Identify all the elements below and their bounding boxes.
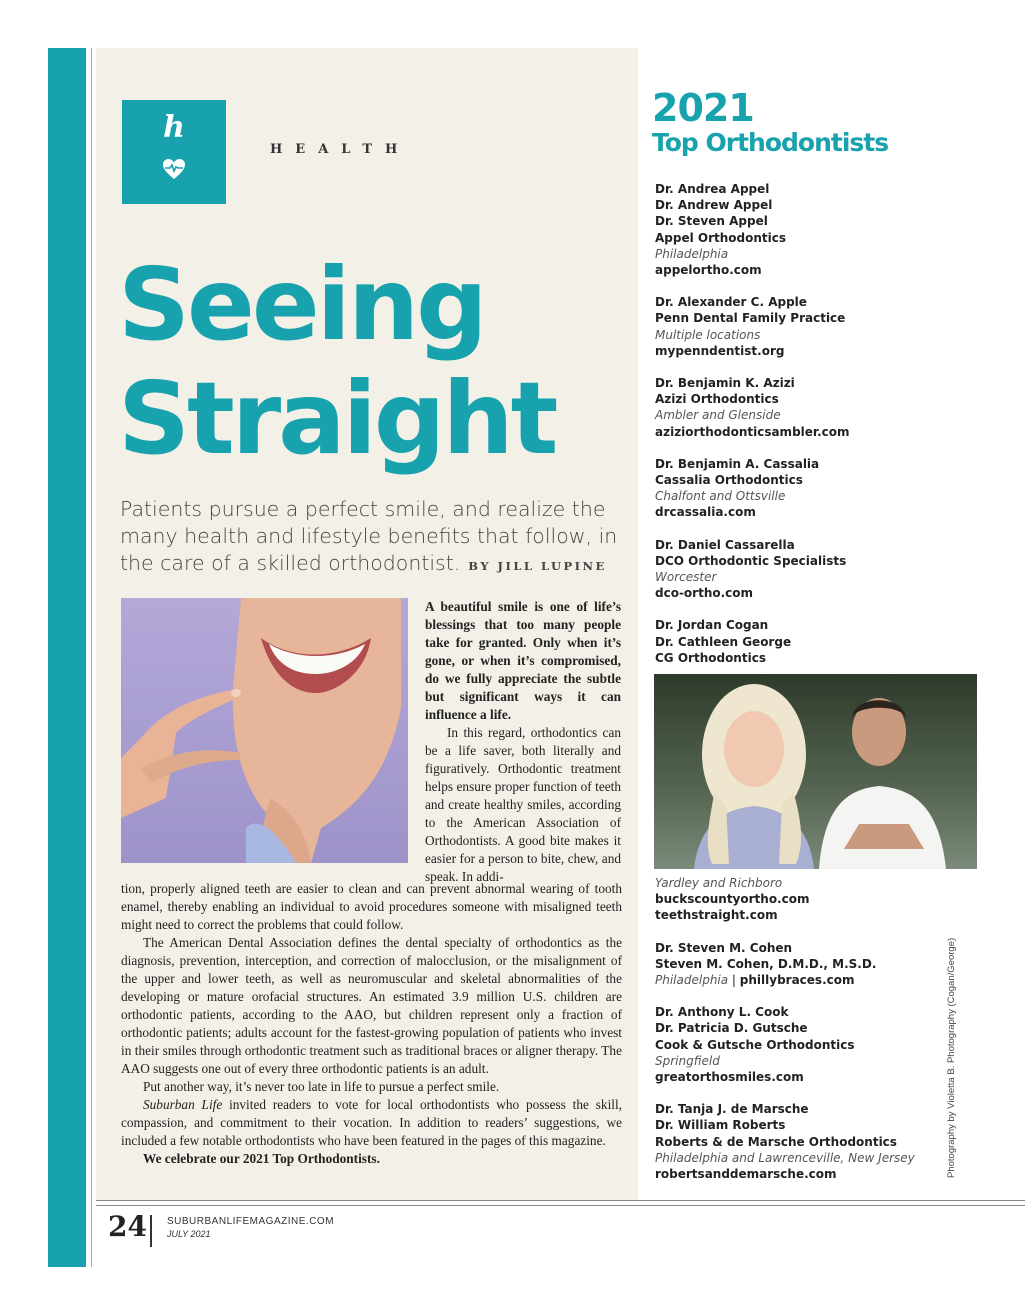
body-paragraph-4 xyxy=(121,1096,622,1150)
list-item xyxy=(655,940,975,989)
footer-website[interactable]: SUBURBANLIFEMAGAZINE.COM xyxy=(167,1216,335,1227)
doctor-name: Dr. Daniel Cassarella xyxy=(655,537,795,552)
lede-paragraph: A beautiful smile is one of life’s blessings that too many people take for granted. Only when it’s gone, or when it’s compromised, do we fully appreciate the subtle but significant ways it can influence a life. xyxy=(425,599,621,722)
doctor-name: Dr. Steven M. Cohen xyxy=(655,940,793,955)
practice-website[interactable]: phillybraces.com xyxy=(739,973,855,988)
dek-text: Patients pursue a perfect smile, and realize the many health and lifestyle benefits that follow, in the care of a skilled orthodontist. xyxy=(120,497,618,575)
doctor-name: Dr. Andrea Appel xyxy=(655,182,770,196)
title-line-2: Straight xyxy=(118,360,556,477)
list-item xyxy=(655,375,975,440)
list-item xyxy=(655,617,975,666)
byline: BY JILL LUPINE xyxy=(468,559,607,573)
orthodontist-list-top xyxy=(655,181,975,682)
smiling-woman-photo xyxy=(121,598,408,863)
body-paragraph-2: The American Dental Association defines the dental specialty of orthodontics as the diagnosis, prevention, interception, and correction of malocclusion, or the misalignment of the upper and lower teeth, as well as neuromuscular and skeletal abnormalities of the developing or mature orofacial structures. An estimated 3.9 million U.S. children are orthodontic patients, according to the AAO, but children represent only a fraction of orthodontic patients; adults account for the fastest-growing population of patients who invest in their smiles through orthodontic treatment such as traditional braces or aligner therapy. The AAO suggests one out of every three orthodontic patients is an adult. xyxy=(121,935,622,1076)
page-number: 24 xyxy=(108,1210,147,1243)
list-year: 2021 xyxy=(652,86,754,130)
orthodontist-list-bottom xyxy=(655,875,975,1198)
body-paragraph-3: Put another way, it’s never too late in life to pursue a perfect smile. xyxy=(143,1079,500,1094)
doctor-name: Dr. Anthony L. Cook xyxy=(655,1005,789,1020)
body-paragraph-1: In this regard, orthodontics can be a life saver, both literally and figuratively. Orthodontic treatment helps ensure proper function of teeth and create healthy smiles, according to the American Association of Orthodontists. A good bite makes it easier for a person to bite, chew, and speak. In addi- xyxy=(425,725,621,884)
list-item xyxy=(655,1004,975,1085)
practice-location: Springfield xyxy=(655,1053,720,1068)
heart-pulse-icon xyxy=(162,158,186,180)
list-heading xyxy=(652,88,888,158)
logo-letter: h xyxy=(163,110,185,145)
left-accent-bar xyxy=(48,48,86,1267)
practice-name: Steven M. Cohen, D.M.D., M.S.D. xyxy=(655,956,877,971)
practice-name: Roberts & de Marsche Orthodontics xyxy=(655,1134,897,1149)
photo-credit: Photography by Violetta B. Photography (Cogan/George) xyxy=(946,937,957,1178)
section-label: HEALTH xyxy=(270,142,411,157)
list-item xyxy=(655,537,975,602)
separator: | xyxy=(728,973,740,988)
practice-location: Philadelphia and Lawrenceville, New Jersey xyxy=(655,1150,915,1165)
lede-column xyxy=(425,598,621,886)
body-paragraph-1-cont: tion, properly aligned teeth are easier to clean and can prevent abnormal wearing of tooth enamel, thereby enabling an individual to avoid procedures someone with misaligned teeth might need to correct the problems that could follow. xyxy=(121,881,622,932)
practice-name: Penn Dental Family Practice xyxy=(655,311,846,326)
title-line-1: Seeing xyxy=(118,246,485,363)
doctor-name: Dr. Jordan Cogan xyxy=(655,618,769,633)
list-item xyxy=(655,294,975,359)
doctor-name: Dr. Alexander C. Apple xyxy=(655,295,807,310)
body-paragraph-4-text: invited readers to vote for local orthodontists who possess the skill, compassion, and commitment to their vocation. In addition to readers’ suggestions, we included a few notable orthodontists who have been featured in the pages of this magazine. xyxy=(121,1097,622,1148)
list-title: Top Orthodontists xyxy=(652,128,889,157)
doctor-name: Dr. Benjamin A. Cassalia xyxy=(655,456,820,471)
practice-website[interactable]: aziziorthodonticsambler.com xyxy=(655,424,850,439)
list-item xyxy=(655,1101,975,1182)
practice-location: Yardley and Richboro xyxy=(655,876,783,890)
folio-divider xyxy=(150,1215,152,1247)
list-item xyxy=(655,456,975,521)
doctor-name: Dr. Steven Appel xyxy=(655,214,768,229)
practice-website[interactable]: greatorthosmiles.com xyxy=(655,1070,804,1085)
doctor-name: Dr. Andrew Appel xyxy=(655,198,773,213)
body-text xyxy=(121,880,622,1168)
issue-date: JULY 2021 xyxy=(167,1229,211,1239)
practice-location: Ambler and Glenside xyxy=(655,408,781,423)
practice-location: Chalfont and Ottsville xyxy=(655,489,786,504)
list-item xyxy=(655,875,975,924)
practice-name: Appel Orthodontics xyxy=(655,230,787,245)
practice-location: Multiple locations xyxy=(655,327,761,342)
closing-line: We celebrate our 2021 Top Orthodontists. xyxy=(143,1151,380,1166)
practice-name: DCO Orthodontic Specialists xyxy=(655,553,847,568)
practice-name: Cook & Gutsche Orthodontics xyxy=(655,1037,855,1052)
doctors-portrait-illustration xyxy=(654,674,977,869)
practice-website[interactable]: appelortho.com xyxy=(655,263,762,278)
practice-website[interactable]: buckscountyortho.com xyxy=(655,892,810,907)
footer-rule xyxy=(96,1200,1025,1201)
practice-name: Azizi Orthodontics xyxy=(655,392,779,407)
practice-location: Philadelphia xyxy=(655,973,729,988)
list-item xyxy=(655,181,975,278)
practice-location: Worcester xyxy=(655,570,717,585)
practice-name: CG Orthodontics xyxy=(655,650,766,665)
doctor-name: Dr. Patricia D. Gutsche xyxy=(655,1021,808,1036)
section-logo xyxy=(122,100,226,204)
practice-website[interactable]: robertsanddemarsche.com xyxy=(655,1167,837,1182)
practice-location: Philadelphia xyxy=(655,246,729,261)
smiling-woman-illustration xyxy=(121,598,408,863)
footer-rule-2 xyxy=(96,1205,1025,1206)
doctor-name: Dr. Benjamin K. Azizi xyxy=(655,376,795,391)
article-dek xyxy=(120,496,620,580)
article-title xyxy=(118,248,555,476)
practice-website[interactable]: dco-ortho.com xyxy=(655,586,754,601)
practice-website[interactable]: mypenndentist.org xyxy=(655,343,785,358)
doctor-name: Dr. William Roberts xyxy=(655,1118,786,1133)
margin-rule xyxy=(91,48,92,1267)
practice-website[interactable]: teethstraight.com xyxy=(655,908,778,923)
practice-website[interactable]: drcassalia.com xyxy=(655,505,756,520)
doctor-name: Dr. Cathleen George xyxy=(655,634,792,649)
cogan-george-photo xyxy=(654,674,977,869)
doctor-name: Dr. Tanja J. de Marsche xyxy=(655,1102,809,1117)
magazine-name: Suburban Life xyxy=(143,1097,223,1112)
practice-name: Cassalia Orthodontics xyxy=(655,473,803,488)
